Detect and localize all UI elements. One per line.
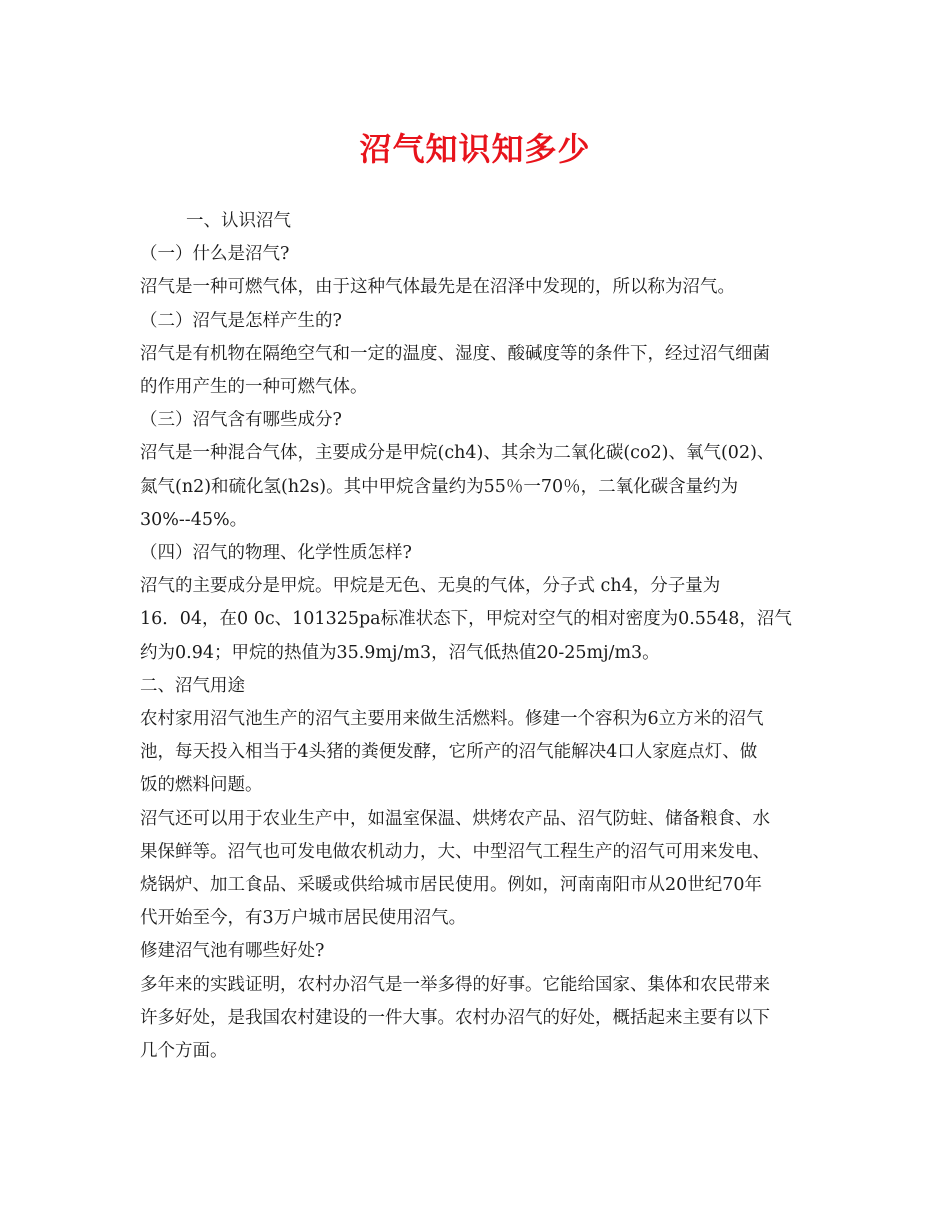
page-title: 沼气知识知多少: [359, 130, 591, 168]
text-line: 沼气是一种混合气体，主要成分是甲烷(ch4)、其余为二氧化碳(co2)、氧气(02)、: [140, 443, 775, 464]
text-line: 池，每天投入相当于4头猪的粪便发酵，它所产的沼气能解决4口人家庭点灯、做: [140, 742, 758, 763]
section-heading-1: 一、认识沼气: [186, 211, 291, 231]
text-line: 农村家用沼气池生产的沼气主要用来做生活燃料。修建一个容积为6立方米的沼气: [140, 709, 764, 730]
subheading-1: （一）什么是沼气?: [140, 244, 290, 265]
text-line: 30%--45%。: [140, 509, 248, 530]
text-line: 果保鲜等。沼气也可发电做农机动力，大、中型沼气工程生产的沼气可用来发电、: [140, 841, 770, 862]
text-line: 许多好处，是我国农村建设的一件大事。农村办沼气的好处，概括起来主要有以下: [140, 1007, 770, 1028]
subheading-2: （二）沼气是怎样产生的?: [140, 310, 342, 331]
section-heading-2: 二、沼气用途: [140, 675, 245, 696]
text-line: 几个方面。: [140, 1041, 228, 1062]
text-line: 沼气还可以用于农业生产中，如温室保温、烘烤农产品、沼气防蛀、储备粮食、水: [140, 808, 770, 829]
subheading-3: （三）沼气含有哪些成分?: [140, 410, 342, 431]
text-line: 氮气(n2)和硫化氢(h2s)。其中甲烷含量约为55％一70％，二氧化碳含量约为: [140, 476, 739, 497]
question-heading: 修建沼气池有哪些好处?: [140, 941, 325, 962]
text-line: 沼气是有机物在隔绝空气和一定的温度、湿度、酸碱度等的条件下，经过沼气细菌: [140, 343, 770, 364]
text-line: 约为0.94；甲烷的热值为35.9mj/m3，沼气低热值20-25mj/m3。: [140, 642, 660, 663]
document-body: [140, 205, 812, 1068]
text-line: 沼气的主要成分是甲烷。甲烷是无色、无臭的气体，分子式 ch4，分子量为: [140, 576, 721, 597]
text-line: 的作用产生的一种可燃气体。: [140, 377, 368, 398]
text-line: 烧锅炉、加工食品、采暖或供给城市居民使用。例如，河南南阳市从20世纪70年: [140, 875, 763, 896]
subheading-4: （四）沼气的物理、化学性质怎样?: [140, 543, 412, 564]
text-line: 多年来的实践证明，农村办沼气是一举多得的好事。它能给国家、集体和农民带来: [140, 974, 770, 995]
text-line: 16．04，在0 0c、101325pa标准状态下，甲烷对空气的相对密度为0.5548，沼气: [140, 609, 792, 630]
text-line: 饭的燃料问题。: [140, 775, 263, 796]
text-line: 代开始至今，有3万户城市居民使用沼气。: [140, 908, 467, 929]
text-line: 沼气是一种可燃气体，由于这种气体最先是在沼泽中发现的，所以称为沼气。: [140, 277, 735, 298]
